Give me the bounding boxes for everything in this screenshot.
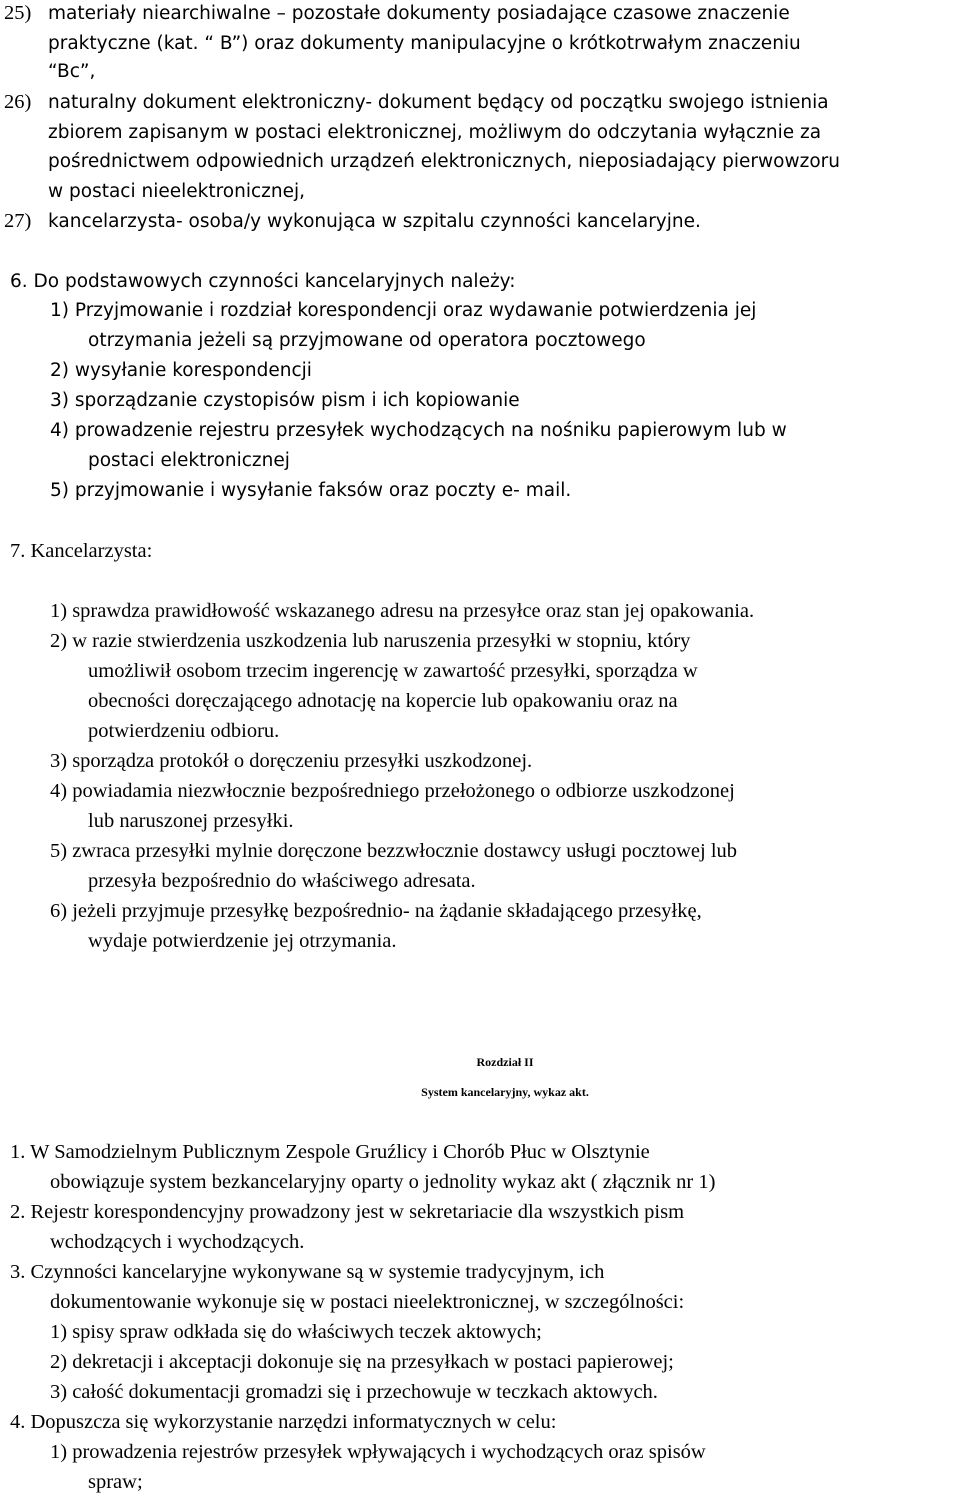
chapter-subtitle: System kancelaryjny, wykaz akt.	[421, 1085, 589, 1099]
section-7-item-2-line-2: umożliwił osobom trzecim ingerencję w zawartość przesyłki, sporządza w	[88, 660, 698, 682]
item-26-line-4: w postaci nieelektronicznej,	[48, 181, 306, 202]
item-26-line-2: zbiorem zapisanym w postaci elektronicznej, możliwym do odczytania wyłącznie za	[48, 122, 822, 143]
item-27-line-1: kancelarzysta- osoba/y wykonująca w szpitalu czynności kancelaryjne.	[48, 211, 701, 232]
item-25-line-2: praktyczne (kat. “ B”) oraz dokumenty manipulacyjne o krótkotrwałym znaczeniu	[48, 33, 801, 54]
section-6-item-1-line-2: otrzymania jeżeli są przyjmowane od operatora pocztowego	[88, 330, 646, 351]
section-7-item-5-line-1: 5) zwraca przesyłki mylnie doręczone bezzwłocznie dostawcy usługi pocztowej lub	[50, 840, 738, 862]
section-7-item-2-line-1: 2) w razie stwierdzenia uszkodzenia lub naruszenia przesyłki w stopniu, który	[50, 630, 691, 652]
section-7-item-6-line-2: wydaje potwierdzenie jej otrzymania.	[88, 930, 397, 952]
chapter-item-4-line-1: 4. Dopuszcza się wykorzystanie narzędzi informatycznych w celu:	[10, 1411, 557, 1433]
item-26-line-1: naturalny dokument elektroniczny- dokument będący od początku swojego istnienia	[48, 92, 829, 113]
section-6-item-4-line-2: postaci elektronicznej	[88, 450, 290, 471]
chapter-item-4-sub-1-line-2: spraw;	[88, 1471, 143, 1493]
section-6-item-5: 5) przyjmowanie i wysyłanie faksów oraz poczty e- mail.	[50, 480, 572, 501]
section-7-item-3: 3) sporządza protokół o doręczeniu przesyłki uszkodzonej.	[50, 750, 533, 772]
chapter-item-1-line-1: 1. W Samodzielnym Publicznym Zespole Gruźlicy i Chorób Płuc w Olsztynie	[10, 1141, 650, 1163]
section-7-item-2-line-3: obecności doręczającego adnotację na kopercie lub opakowaniu oraz na	[88, 690, 678, 712]
chapter-item-3-sub-3: 3) całość dokumentacji gromadzi się i przechowuje w teczkach aktowych.	[50, 1381, 658, 1403]
item-25-number: 25)	[4, 2, 32, 24]
section-6-heading: 6. Do podstawowych czynności kancelaryjnych należy:	[10, 271, 516, 292]
chapter-item-3-line-2: dokumentowanie wykonuje się w postaci nieelektronicznej, w szczególności:	[50, 1291, 685, 1313]
item-26-number: 26)	[4, 91, 32, 113]
section-7-item-1: 1) sprawdza prawidłowość wskazanego adresu na przesyłce oraz stan jej opakowania.	[50, 600, 755, 622]
chapter-item-1-line-2: obowiązuje system bezkancelaryjny oparty o jednolity wykaz akt ( złącznik nr 1)	[50, 1171, 716, 1193]
section-6-item-3: 3) sporządzanie czystopisów pism i ich kopiowanie	[50, 390, 520, 411]
section-7-item-5-line-2: przesyła bezpośrednio do właściwego adresata.	[88, 870, 476, 892]
section-7-heading: 7. Kancelarzysta:	[10, 540, 153, 562]
section-7-item-6-line-1: 6) jeżeli przyjmuje przesyłkę bezpośrednio- na żądanie składającego przesyłkę,	[50, 900, 702, 922]
chapter-title: Rozdział II	[476, 1055, 534, 1069]
chapter-item-4-sub-1-line-1: 1) prowadzenia rejestrów przesyłek wpływających i wychodzących oraz spisów	[50, 1441, 706, 1463]
section-7-item-2-line-4: potwierdzeniu odbioru.	[88, 720, 280, 742]
chapter-item-3-sub-2: 2) dekretacji i akceptacji dokonuje się na przesyłkach w postaci papierowej;	[50, 1351, 674, 1373]
section-7-item-4-line-1: 4) powiadamia niezwłocznie bezpośredniego przełożonego o odbiorze uszkodzonej	[50, 780, 735, 802]
item-25-line-3: “Bc”,	[48, 61, 96, 82]
chapter-item-2-line-2: wchodzących i wychodzących.	[50, 1231, 305, 1253]
item-26-line-3: pośrednictwem odpowiednich urządzeń elektronicznych, nieposiadający pierwowzoru	[48, 151, 840, 172]
item-27-number: 27)	[4, 210, 32, 232]
chapter-item-3-sub-1: 1) spisy spraw odkłada się do właściwych teczek aktowych;	[50, 1321, 542, 1343]
item-25-line-1: materiały niearchiwalne – pozostałe dokumenty posiadające czasowe znaczenie	[48, 3, 790, 24]
section-6-item-4-line-1: 4) prowadzenie rejestru przesyłek wychodzących na nośniku papierowym lub w	[50, 420, 787, 441]
chapter-item-2-line-1: 2. Rejestr korespondencyjny prowadzony jest w sekretariacie dla wszystkich pism	[10, 1201, 685, 1223]
section-6-item-2: 2) wysyłanie korespondencji	[50, 360, 312, 381]
section-6-item-1-line-1: 1) Przyjmowanie i rozdział korespondencji oraz wydawanie potwierdzenia jej	[50, 300, 757, 321]
chapter-item-3-line-1: 3. Czynności kancelaryjne wykonywane są w systemie tradycyjnym, ich	[10, 1261, 605, 1283]
section-7-item-4-line-2: lub naruszonej przesyłki.	[88, 810, 294, 832]
